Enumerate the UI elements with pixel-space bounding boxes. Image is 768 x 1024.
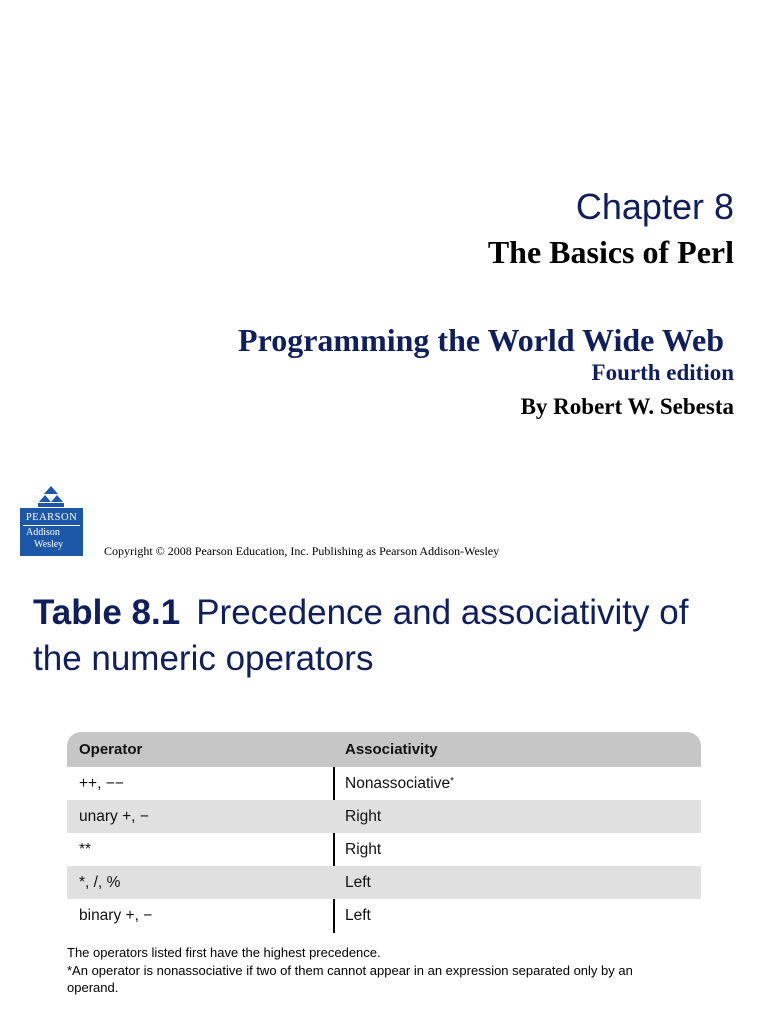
pearson-mark-icon bbox=[38, 486, 64, 508]
copyright-notice: Copyright © 2008 Pearson Education, Inc. Publishing as Pearson Addison-Wesley bbox=[104, 544, 500, 558]
associativity-cell: Right bbox=[345, 808, 382, 825]
associativity-cell: Left bbox=[345, 874, 371, 891]
precedence-note: The operators listed first have the highest precedence. bbox=[67, 945, 381, 960]
associativity-cell bbox=[345, 767, 454, 800]
associativity-value: Nonassociative bbox=[345, 775, 451, 792]
logo-imprint-line1: Addison bbox=[26, 527, 60, 538]
table-row bbox=[67, 899, 701, 932]
operator-cell: binary +, − bbox=[79, 907, 153, 924]
pearson-logo-icon bbox=[20, 486, 84, 558]
operator-cell: ** bbox=[79, 841, 92, 858]
book-author: By Robert W. Sebesta bbox=[520, 394, 734, 419]
column-header-associativity: Associativity bbox=[345, 741, 438, 758]
logo-divider bbox=[23, 525, 80, 526]
logo-imprint-line2: Wesley bbox=[34, 539, 64, 550]
book-title: Programming the World Wide Web bbox=[238, 322, 724, 358]
operator-cell: ++, −− bbox=[79, 775, 124, 792]
associativity-cell: Right bbox=[345, 841, 382, 858]
footnote-marker: * bbox=[450, 776, 455, 787]
table-row bbox=[67, 833, 701, 866]
table-number: Table 8.1 bbox=[33, 593, 181, 632]
operator-cell: *, /, % bbox=[79, 874, 121, 891]
table-row bbox=[67, 767, 701, 800]
table-notes bbox=[67, 944, 687, 997]
operator-table bbox=[67, 732, 701, 932]
chapter-title: Chapter 8 bbox=[575, 186, 734, 227]
logo-publisher: PEARSON bbox=[25, 512, 78, 523]
book-edition: Fourth edition bbox=[591, 360, 734, 385]
chapter-subtitle: The Basics of Perl bbox=[487, 234, 734, 270]
table-header-row bbox=[67, 732, 701, 767]
table-row bbox=[67, 800, 701, 833]
associativity-cell: Left bbox=[345, 907, 371, 924]
nonassociative-footnote: *An operator is nonassociative if two of them cannot appear in an expression separated only by an operand. bbox=[67, 962, 633, 995]
table-caption: Precedence and associativity of the numeric operators bbox=[33, 593, 689, 678]
table-slide bbox=[0, 576, 768, 1024]
column-header-operator: Operator bbox=[79, 741, 143, 758]
table-heading bbox=[33, 590, 733, 682]
operator-cell: unary +, − bbox=[79, 808, 149, 825]
logo-box bbox=[20, 508, 83, 556]
table-row bbox=[67, 866, 701, 899]
